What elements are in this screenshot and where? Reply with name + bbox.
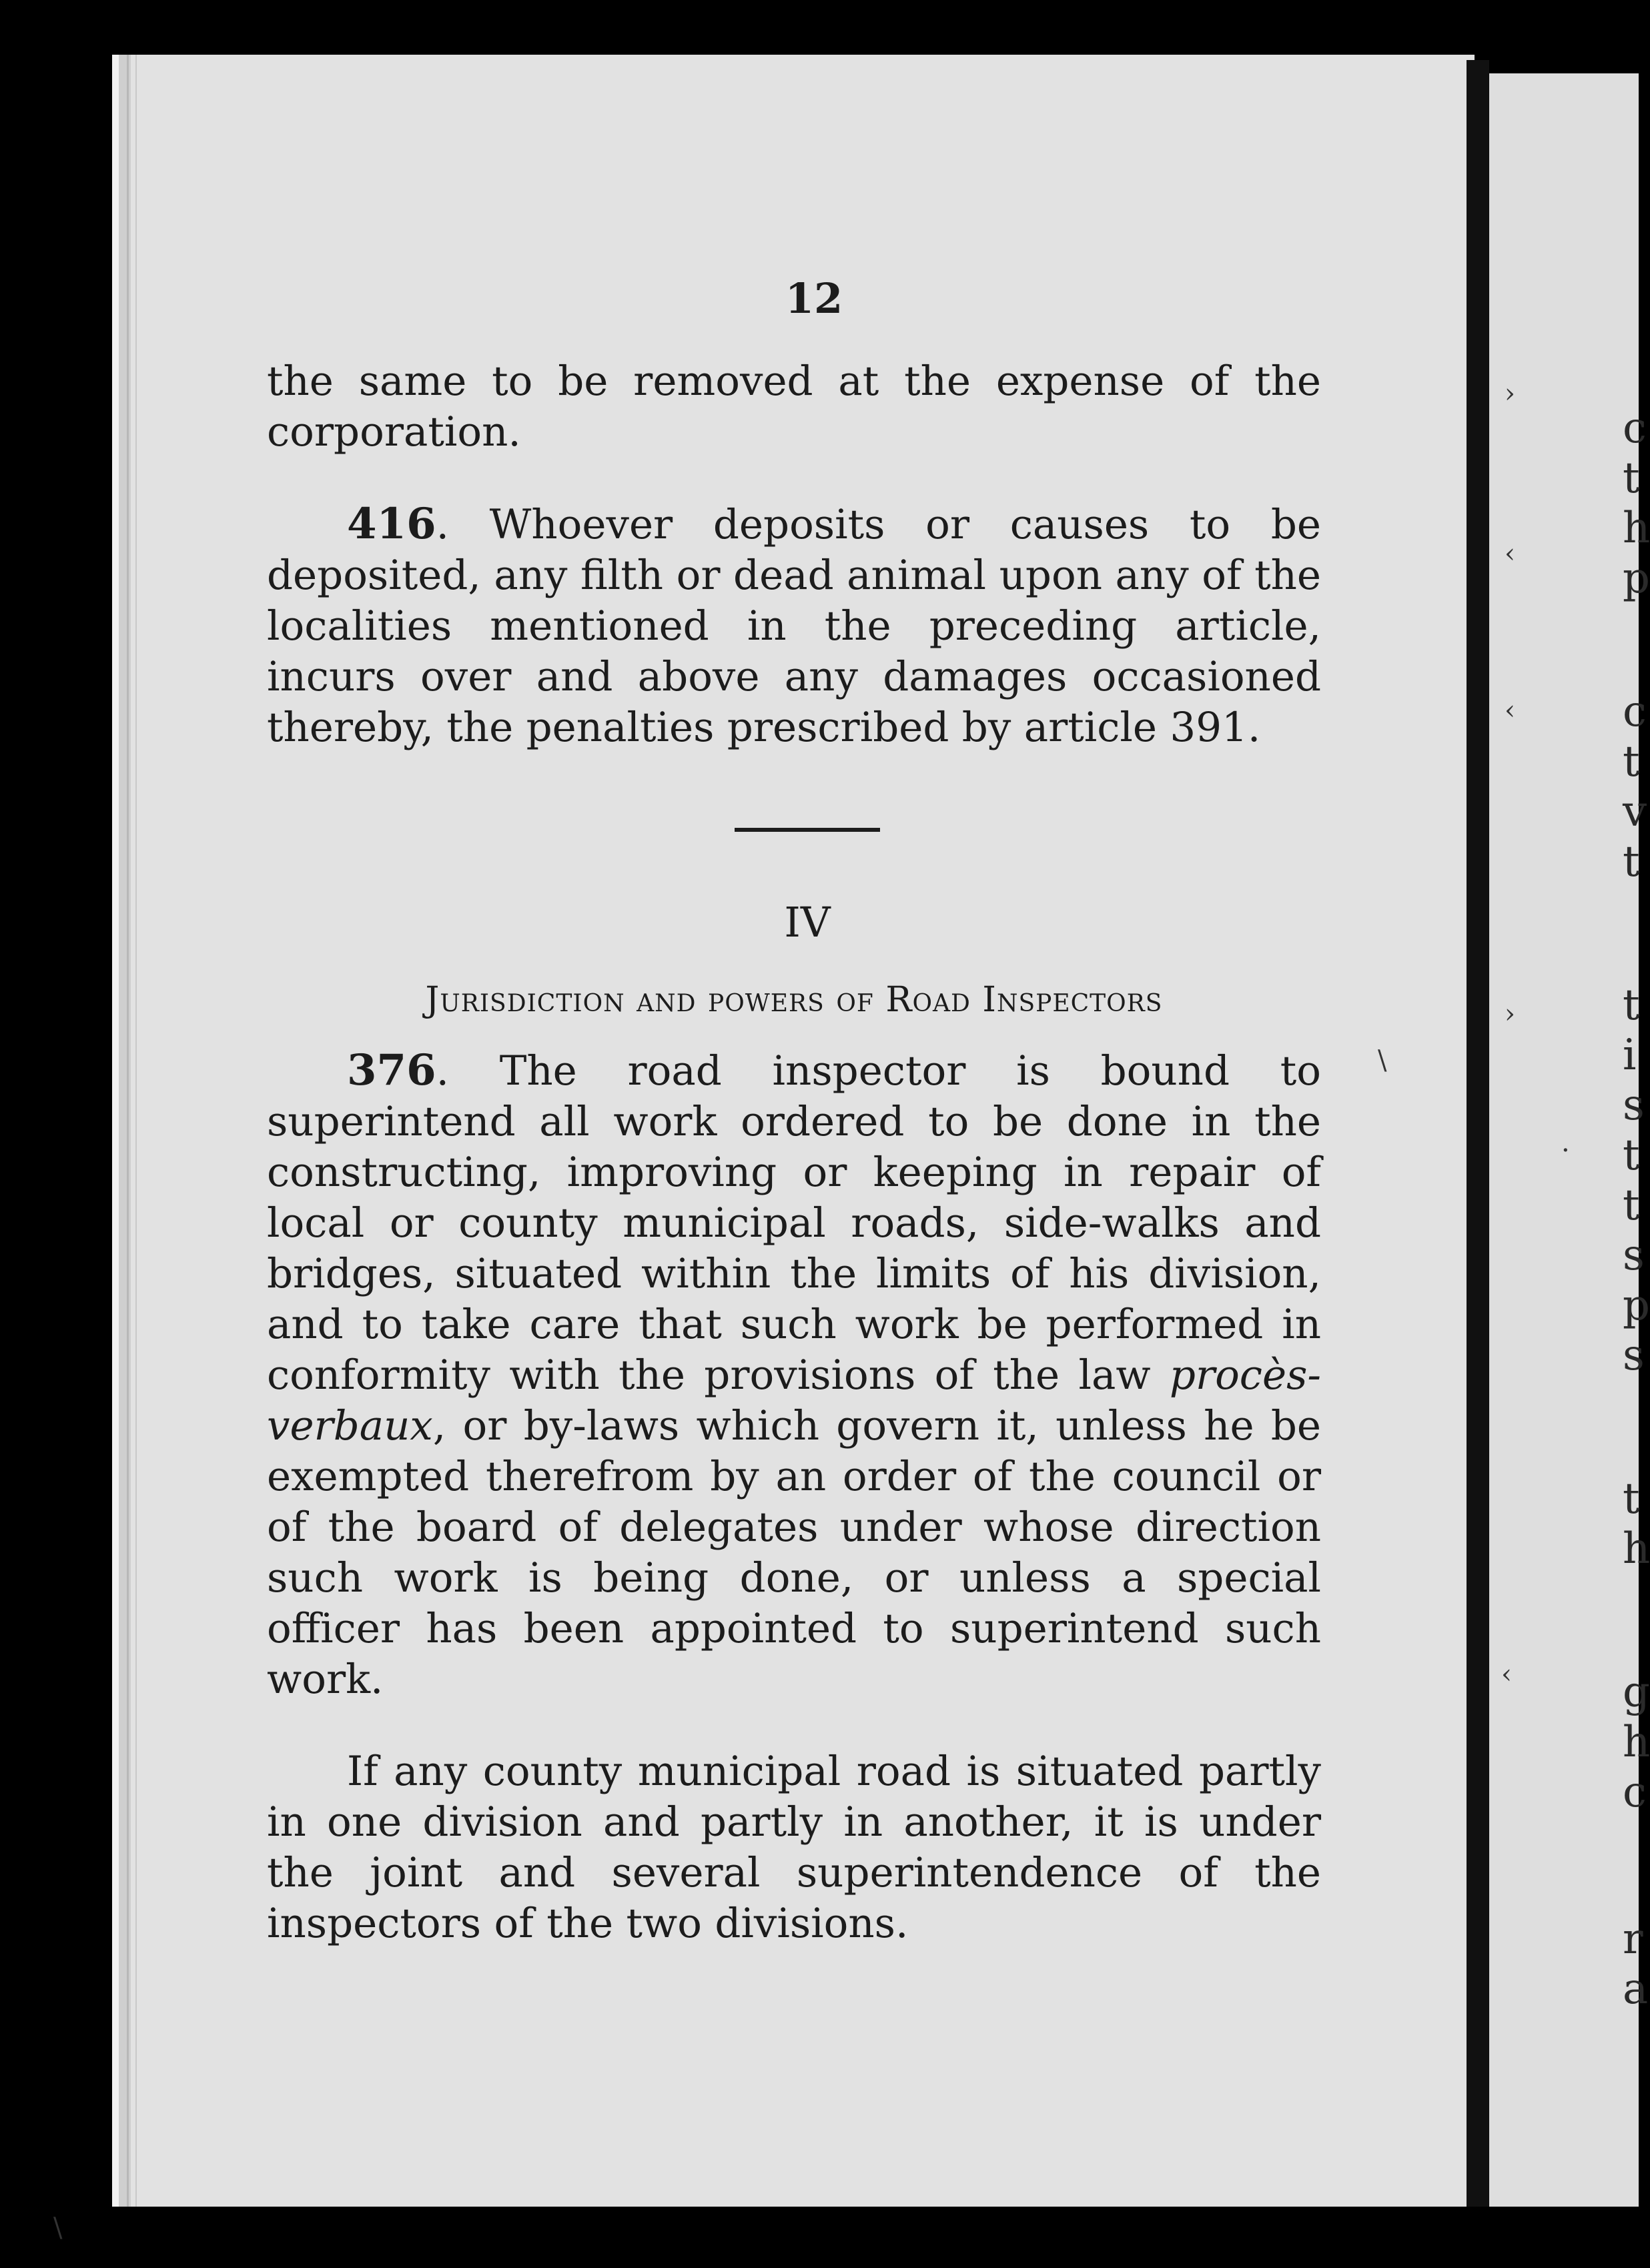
edge-letter: h	[1623, 504, 1650, 553]
margin-mark: ›	[1505, 999, 1515, 1029]
edge-letter: t	[1623, 454, 1640, 503]
edge-letter: c	[1623, 404, 1647, 453]
edge-letter: t	[1623, 981, 1640, 1030]
margin-mark: ‹	[1501, 1659, 1512, 1690]
edge-letter: p	[1623, 554, 1650, 603]
edge-letter: t	[1623, 837, 1640, 887]
margin-mark: ›	[1505, 378, 1515, 409]
edge-letter: t	[1623, 1181, 1640, 1230]
page-edge	[127, 55, 137, 2207]
edge-letter: a	[1623, 1964, 1649, 2014]
margin-mark: \	[53, 2213, 63, 2243]
margin-mark: ‹	[1505, 538, 1515, 569]
article-376	[267, 1045, 1321, 1705]
edge-letter: v	[1623, 787, 1647, 836]
edge-letter: t	[1623, 737, 1640, 786]
continuation-paragraph: the same to be removed at the expense of the corporation.	[267, 358, 1321, 456]
edge-letter: s	[1623, 1231, 1645, 1280]
article-text-continued: , or by-laws which govern it, unless he be exempted therefrom by an order of the council or of the board of delegates under whose direction such work is being done, or unless a special officer has been appointed to superintend such work.	[267, 1402, 1321, 1703]
edge-letter: i	[1623, 1031, 1637, 1080]
edge-letter: c	[1623, 1768, 1647, 1817]
margin-mark: ‹	[1505, 695, 1515, 726]
article-number: 416	[347, 499, 436, 549]
article-text: . The road inspector is bound to superintend all work ordered to be done in the constructing, improving or keeping in repair of local or county municipal roads, side-walks and bridges, situated within the limits of his division, and to take care that such work be performed in conformity with the provisions of the law	[267, 1047, 1321, 1399]
page-number: 12	[785, 274, 843, 323]
edge-letter: t	[1623, 1474, 1640, 1524]
page-text	[267, 273, 1321, 1949]
edge-letter: p	[1623, 1281, 1650, 1330]
edge-letter: s	[1623, 1081, 1645, 1130]
edge-letter: h	[1623, 1718, 1650, 1767]
edge-letter: c	[1623, 687, 1647, 736]
article-number: 376	[347, 1045, 436, 1095]
margin-mark: \	[1378, 1045, 1387, 1076]
italic-term: procès-verbaux	[267, 1351, 1321, 1450]
edge-letter: s	[1623, 1331, 1645, 1380]
article-text: . Whoever deposits or causes to be deposited, any filth or dead animal upon any of the localities mentioned in the preceding article, incurs over and above any damages occasioned thereby, the penalties prescribed by article 391.	[267, 501, 1321, 751]
article-416	[267, 499, 1321, 753]
edge-letter: h	[1623, 1524, 1650, 1574]
edge-letter: t	[1623, 1131, 1640, 1180]
edge-letter: r	[1623, 1914, 1643, 1964]
section-title: Jurisdiction and powers of Road Inspectors	[425, 980, 1163, 1020]
section-number: IV	[784, 898, 831, 947]
section-divider	[735, 828, 880, 832]
book-gutter	[1467, 60, 1489, 2207]
margin-mark: ·	[1561, 1135, 1570, 1166]
edge-letter: g	[1623, 1668, 1650, 1717]
closing-paragraph: If any county municipal road is situated partly in one division and partly in another, it is under the joint and several superintendence of the inspectors of the two divisions.	[267, 1748, 1321, 1947]
